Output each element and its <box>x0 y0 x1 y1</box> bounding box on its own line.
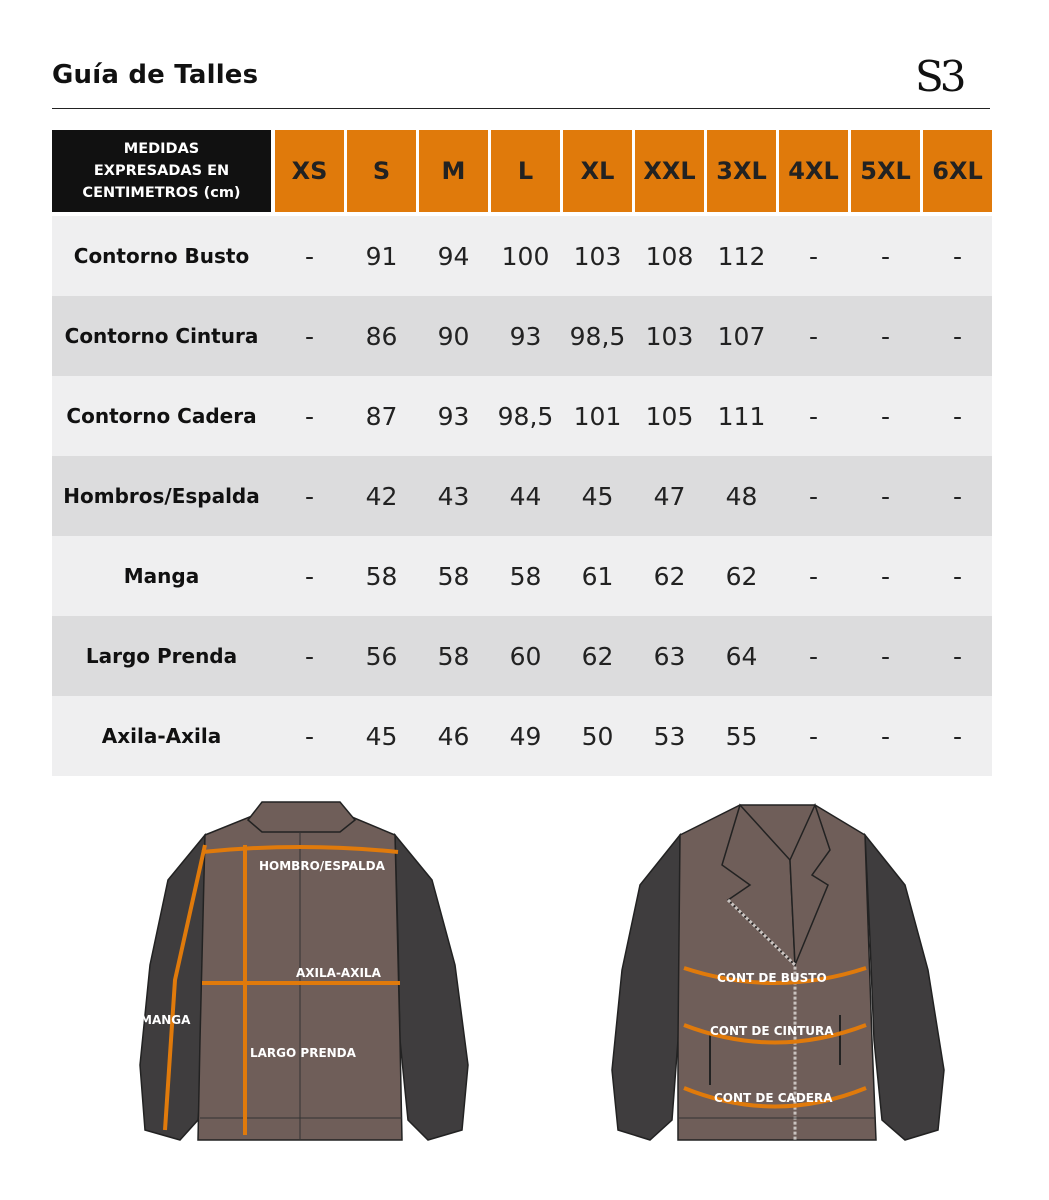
front-jacket <box>612 805 944 1140</box>
back-jacket <box>140 802 468 1140</box>
table-cell: - <box>952 321 963 351</box>
table-cell: 42 <box>365 481 398 511</box>
back-right-sleeve <box>395 835 468 1140</box>
table-cell: 98,5 <box>497 401 554 431</box>
table-cell: 62 <box>725 561 758 591</box>
table-cell: - <box>808 401 819 431</box>
table-cell: 94 <box>437 241 470 271</box>
table-cell: - <box>880 721 891 751</box>
table-cell: 100 <box>501 241 550 271</box>
size-header-xl: XL <box>563 130 632 212</box>
size-header-row <box>52 130 992 216</box>
table-cell: - <box>952 641 963 671</box>
row-label: Largo Prenda <box>85 644 238 668</box>
table-cell: - <box>304 561 315 591</box>
table-cell: - <box>808 721 819 751</box>
table-cell: - <box>880 481 891 511</box>
table-cell: - <box>304 641 315 671</box>
table-cell: 103 <box>645 321 694 351</box>
table-cell: 49 <box>509 721 542 751</box>
table-cell: 43 <box>437 481 470 511</box>
table-cell: 93 <box>437 401 470 431</box>
size-header-xs: XS <box>275 130 344 212</box>
table-cell: 58 <box>509 561 542 591</box>
table-cell: 103 <box>573 241 622 271</box>
table-cell: 56 <box>365 641 398 671</box>
brand-logo: S3 <box>915 52 963 101</box>
table-cell: - <box>304 321 315 351</box>
table-cell: 87 <box>365 401 398 431</box>
size-header-m: M <box>419 130 488 212</box>
row-label: Hombros/Espalda <box>63 484 260 508</box>
label-sleeve: MANGA <box>140 1013 191 1027</box>
row-label: Contorno Cintura <box>64 324 259 348</box>
label-hip: CONT DE CADERA <box>714 1091 833 1105</box>
table-cell: 93 <box>509 321 542 351</box>
units-header <box>52 130 271 212</box>
table-cell: 86 <box>365 321 398 351</box>
table-row <box>52 376 992 456</box>
table-cell: - <box>808 321 819 351</box>
row-label: Axila-Axila <box>101 724 222 748</box>
table-cell: 58 <box>437 561 470 591</box>
table-cell: - <box>952 401 963 431</box>
label-bust: CONT DE BUSTO <box>717 971 827 985</box>
table-cell: 55 <box>725 721 758 751</box>
table-row <box>52 456 992 536</box>
label-armpit: AXILA-AXILA <box>296 966 381 980</box>
table-cell: 44 <box>509 481 542 511</box>
table-cell: 62 <box>653 561 686 591</box>
size-header-s: S <box>347 130 416 212</box>
table-cell: 108 <box>645 241 694 271</box>
title-divider <box>52 108 990 109</box>
table-cell: - <box>952 481 963 511</box>
table-cell: 112 <box>717 241 766 271</box>
table-cell: - <box>808 481 819 511</box>
row-label: Contorno Busto <box>73 244 250 268</box>
size-header-l: L <box>491 130 560 212</box>
table-cell: 50 <box>581 721 614 751</box>
table-cell: - <box>880 641 891 671</box>
table-cell: 91 <box>365 241 398 271</box>
table-cell: - <box>304 481 315 511</box>
table-cell: - <box>808 241 819 271</box>
size-header-5xl: 5XL <box>851 130 920 212</box>
size-header-6xl: 6XL <box>923 130 992 212</box>
label-waist: CONT DE CINTURA <box>710 1024 834 1038</box>
table-row <box>52 616 992 696</box>
table-cell: 90 <box>437 321 470 351</box>
table-cell: 98,5 <box>569 321 626 351</box>
row-label: Contorno Cadera <box>66 404 257 428</box>
table-cell: 63 <box>653 641 686 671</box>
table-row <box>52 536 992 616</box>
table-cell: - <box>952 241 963 271</box>
size-header-3xl: 3XL <box>707 130 776 212</box>
table-cell: - <box>880 561 891 591</box>
table-cell: 61 <box>581 561 614 591</box>
table-cell: 45 <box>365 721 398 751</box>
front-right-sleeve <box>865 835 944 1140</box>
table-cell: 111 <box>717 401 766 431</box>
table-cell: - <box>952 721 963 751</box>
table-cell: - <box>304 721 315 751</box>
table-cell: - <box>304 241 315 271</box>
table-cell: - <box>808 641 819 671</box>
table-cell: 64 <box>725 641 758 671</box>
jacket-measurement-diagram <box>0 790 1049 1200</box>
table-cell: 58 <box>365 561 398 591</box>
table-cell: - <box>808 561 819 591</box>
table-row <box>52 296 992 376</box>
table-cell: - <box>880 401 891 431</box>
table-cell: 107 <box>717 321 766 351</box>
table-cell: 46 <box>437 721 470 751</box>
size-header-xxl: XXL <box>635 130 704 212</box>
table-cell: 48 <box>725 481 758 511</box>
table-cell: 101 <box>573 401 622 431</box>
units-header-label: MEDIDAS EXPRESADAS EN CENTIMETROS (cm) <box>82 141 241 201</box>
table-row <box>52 216 992 296</box>
table-cell: - <box>880 241 891 271</box>
table-cell: - <box>952 561 963 591</box>
label-shoulder: HOMBRO/ESPALDA <box>259 859 385 873</box>
table-cell: - <box>880 321 891 351</box>
table-cell: 58 <box>437 641 470 671</box>
front-left-sleeve <box>612 835 682 1140</box>
table-cell: 45 <box>581 481 614 511</box>
size-header-4xl: 4XL <box>779 130 848 212</box>
back-collar <box>248 802 355 832</box>
table-cell: 62 <box>581 641 614 671</box>
table-cell: 105 <box>645 401 694 431</box>
table-cell: 60 <box>509 641 542 671</box>
table-cell: 53 <box>653 721 686 751</box>
label-length: LARGO PRENDA <box>250 1046 356 1060</box>
table-cell: - <box>304 401 315 431</box>
table-cell: 47 <box>653 481 686 511</box>
table-row <box>52 696 992 776</box>
size-table <box>52 130 992 776</box>
row-label: Manga <box>123 564 200 588</box>
page-title: Guía de Talles <box>52 60 259 90</box>
